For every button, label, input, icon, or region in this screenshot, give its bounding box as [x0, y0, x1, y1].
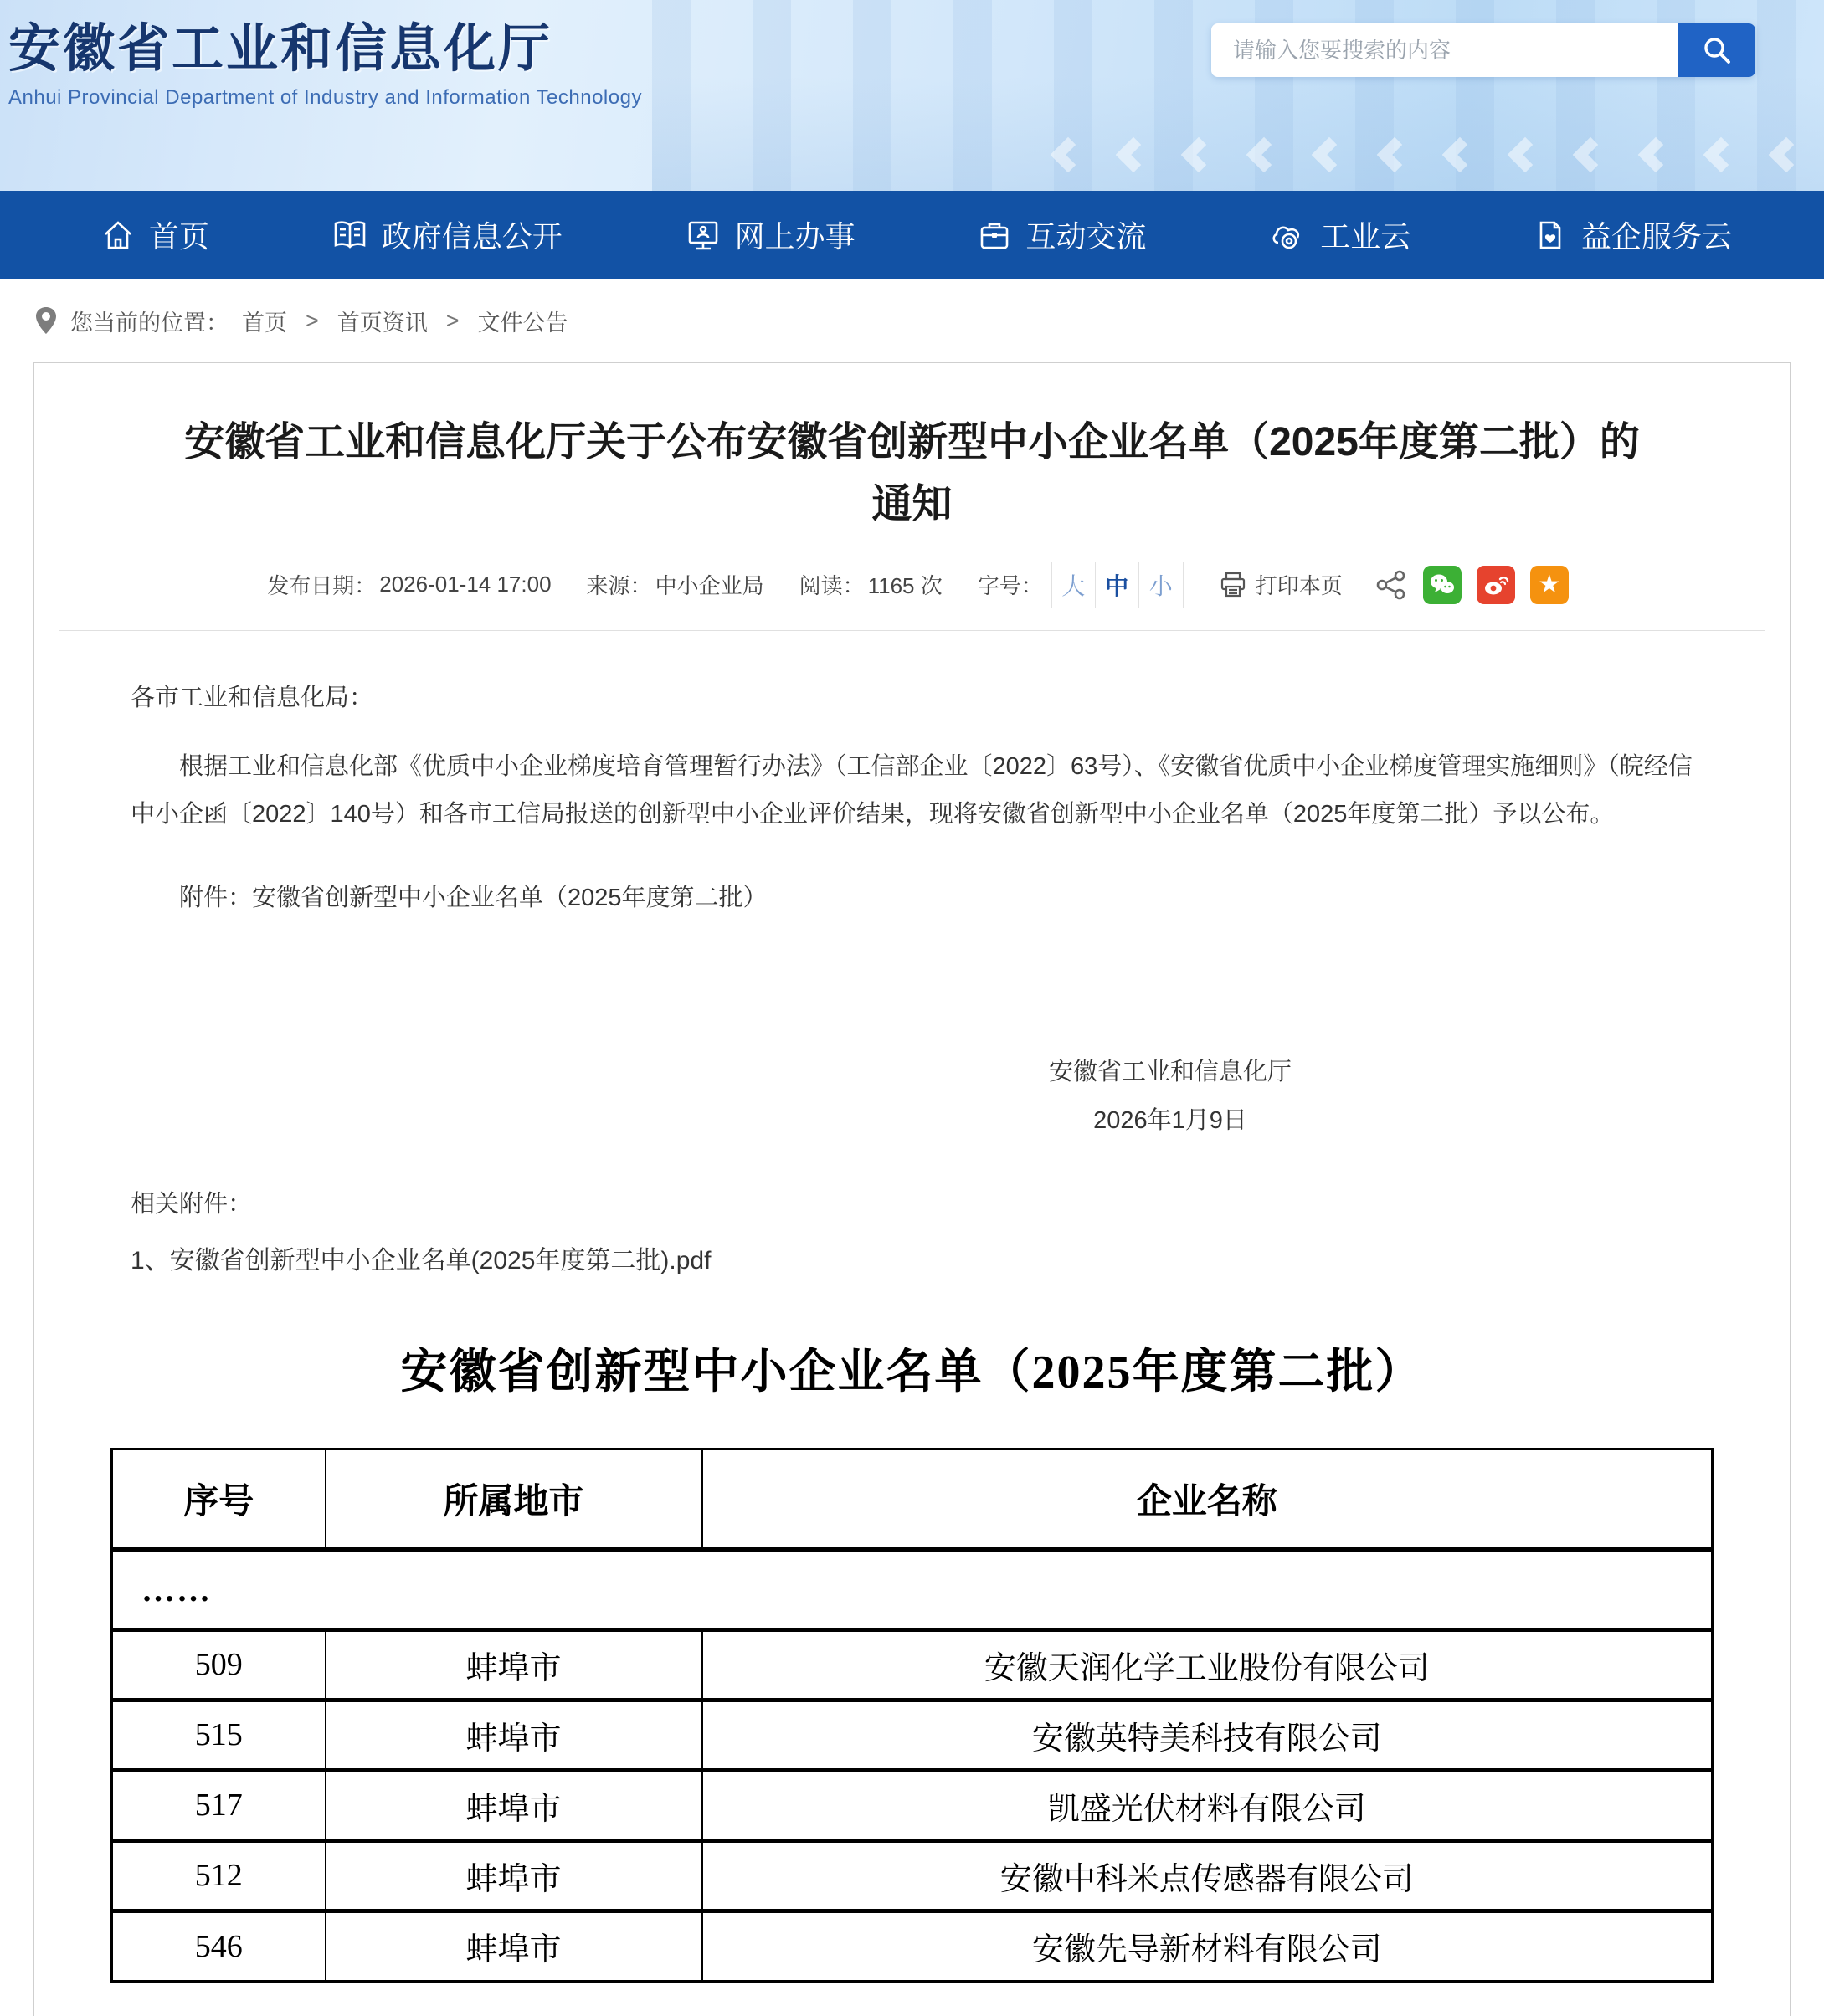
cell-city: 蚌埠市: [326, 1911, 702, 1981]
nav-item-home[interactable]: [100, 213, 209, 256]
cell-company: 凯盛光伏材料有限公司: [702, 1770, 1713, 1840]
table-row: [112, 1700, 1713, 1770]
article-source: 来源： 中小企业局: [586, 573, 764, 599]
cell-city: 蚌埠市: [326, 1700, 702, 1770]
signature-block: [810, 1048, 1530, 1145]
cell-no: 517: [112, 1770, 326, 1840]
search-icon: [1701, 34, 1733, 66]
monitor-icon: [685, 218, 722, 253]
breadcrumb-link-notices[interactable]: 文件公告: [477, 310, 568, 336]
print-label: 打印本页: [1255, 573, 1343, 599]
nav-item-label: 网上办事: [734, 219, 855, 254]
breadcrumb-separator: >: [445, 307, 460, 333]
column-header-city: 所属地市: [326, 1449, 702, 1549]
location-pin-icon: [35, 306, 57, 335]
table-row: [112, 1911, 1713, 1981]
breadcrumb-link-home[interactable]: 首页: [242, 310, 287, 336]
share-toolbar: [1374, 566, 1569, 604]
font-size-control: 字号： 大 中 小: [978, 562, 1184, 608]
related-attachments: [34, 1145, 1790, 1276]
cell-company: 安徽英特美科技有限公司: [702, 1700, 1713, 1770]
view-count: 阅读： 1165 次: [799, 573, 943, 599]
publish-date: 发布日期： 2026-01-14 17:00: [267, 572, 552, 599]
font-size-small-button[interactable]: 小: [1139, 562, 1183, 608]
open-book-icon: [331, 218, 368, 253]
qzone-star-icon[interactable]: ★: [1530, 566, 1569, 604]
site-subtitle: Anhui Provincial Department of Industry and Information Technology: [8, 86, 642, 109]
site-header: [0, 0, 1824, 191]
nav-item-label: 政府信息公开: [381, 219, 563, 254]
column-header-no: 序号: [112, 1449, 326, 1549]
article-container: [33, 362, 1791, 2016]
print-button[interactable]: [1219, 569, 1343, 600]
article-meta: [34, 562, 1790, 608]
cell-company: 安徽先导新材料有限公司: [702, 1911, 1713, 1981]
nav-item-label: 互动交流: [1025, 219, 1147, 254]
chevron-decoration: [1056, 142, 1799, 167]
related-file-link[interactable]: 1、安徽省创新型中小企业名单(2025年度第二批).pdf: [131, 1246, 712, 1275]
cell-city: 蚌埠市: [326, 1629, 702, 1700]
nav-item-label: 工业云: [1320, 219, 1411, 254]
font-size-medium-button[interactable]: 中: [1096, 562, 1139, 608]
breadcrumb-link-news[interactable]: 首页资讯: [337, 310, 428, 336]
column-header-company: 企业名称: [702, 1449, 1713, 1549]
nav-item-label: 首页: [149, 219, 210, 254]
article-title: 安徽省工业和信息化厅关于公布安徽省创新型中小企业名单（2025年度第二批）的通知: [184, 420, 1640, 527]
cloud-icon: [1268, 218, 1307, 253]
cell-no: 546: [112, 1911, 326, 1981]
search-button[interactable]: [1678, 23, 1755, 77]
cell-city: 蚌埠市: [326, 1840, 702, 1911]
breadcrumb-prefix: 您当前的位置：: [70, 310, 229, 336]
cell-no: 515: [112, 1700, 326, 1770]
service-doc-icon: [1533, 218, 1568, 253]
nav-item-enterprise-service[interactable]: [1533, 213, 1732, 256]
cell-no: 512: [112, 1840, 326, 1911]
breadcrumb: [0, 279, 1824, 362]
ellipsis-cell: ……: [112, 1549, 1713, 1629]
cell-company: 安徽中科米点传感器有限公司: [702, 1840, 1713, 1911]
nav-item-industry-cloud[interactable]: [1268, 213, 1410, 256]
signature-date: 2026年1月9日: [1093, 1106, 1247, 1134]
site-title: 安徽省工业和信息化厅: [8, 20, 553, 78]
nav-item-label: 益企服务云: [1580, 219, 1732, 254]
main-paragraph: 根据工业和信息化部《优质中小企业梯度培育管理暂行办法》（工信部企业〔2022〕63号）、《安徽省优质中小企业梯度管理实施细则》（皖经信中小企函〔2022〕140号）和各市工信局报送的创新型中小企业评价结果，现将安徽省创新型中小企业名单（2025年度第二批）予以公布。: [131, 753, 1693, 828]
search-input[interactable]: [1211, 23, 1678, 77]
table-row: [112, 1770, 1713, 1840]
wechat-share-icon[interactable]: [1423, 566, 1462, 604]
nav-item-gov-info[interactable]: [331, 213, 563, 256]
weibo-share-icon[interactable]: [1477, 566, 1515, 604]
site-search: [1211, 23, 1755, 77]
table-header-row: [112, 1449, 1713, 1549]
cell-no: 509: [112, 1629, 326, 1700]
nav-item-interaction[interactable]: [977, 213, 1146, 256]
attachment-line[interactable]: 附件：安徽省创新型中小企业名单（2025年度第二批）: [179, 885, 768, 912]
table-row: [112, 1629, 1713, 1700]
signature-org: 安徽省工业和信息化厅: [1048, 1058, 1292, 1085]
salutation: 各市工业和信息化局：: [131, 684, 374, 711]
share-nodes-icon[interactable]: [1374, 568, 1408, 602]
main-nav: [0, 191, 1824, 279]
company-table: [110, 1448, 1714, 1983]
site-logo: [8, 7, 642, 110]
table-title: 安徽省创新型中小企业名单（2025年度第二批）: [400, 1346, 1424, 1398]
breadcrumb-separator: >: [306, 307, 319, 333]
related-heading: 相关附件：: [131, 1190, 253, 1218]
cell-city: 蚌埠市: [326, 1770, 702, 1840]
briefcase-icon: [977, 218, 1012, 253]
nav-item-online-services[interactable]: [685, 213, 855, 256]
printer-icon: [1219, 571, 1247, 599]
ellipsis-row: [112, 1549, 1713, 1629]
table-row: [112, 1840, 1713, 1911]
font-size-large-button[interactable]: 大: [1052, 562, 1096, 608]
cell-company: 安徽天润化学工业股份有限公司: [702, 1629, 1713, 1700]
article-body: [34, 631, 1790, 922]
home-icon: [100, 218, 136, 253]
